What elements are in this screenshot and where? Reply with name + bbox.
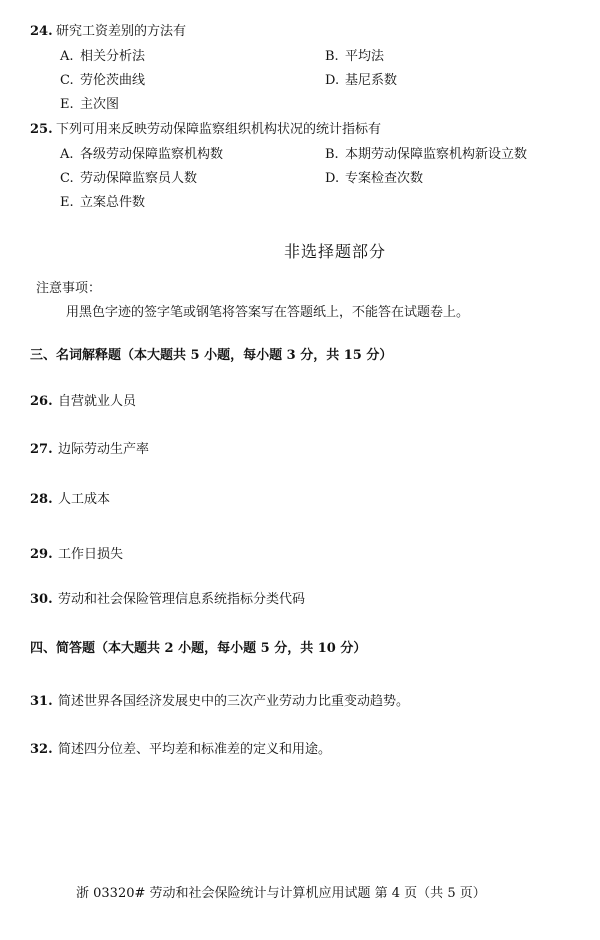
question-27-text: 边际劳动生产率 — [58, 442, 150, 457]
option-letter: B. — [325, 147, 339, 162]
question-30-number: 30. — [30, 592, 53, 607]
question-31-text: 简述世界各国经济发展史中的三次产业劳动力比重变动趋势。 — [58, 694, 410, 709]
question-25-option-e — [60, 195, 145, 211]
option-letter: C. — [60, 73, 74, 88]
section-4-title: 四、简答题（本大题共 2 小题，每小题 5 分，共 10 分） — [30, 641, 367, 656]
question-29-text: 工作日损失 — [58, 547, 124, 562]
option-letter: E. — [60, 195, 74, 210]
page-footer: 浙 03320# 劳动和社会保险统计与计算机应用试题 第 4 页（共 5 页） — [76, 886, 486, 901]
option-text: 相关分析法 — [80, 49, 146, 64]
question-25-option-c — [60, 171, 197, 187]
question-25-stem: 下列可用来反映劳动保障监察组织机构状况的统计指标有 — [56, 122, 382, 137]
question-25-option-a — [60, 147, 223, 163]
option-text: 劳动保障监察员人数 — [80, 171, 198, 186]
question-24-stem: 研究工资差别的方法有 — [56, 24, 187, 39]
question-24-option-c — [60, 73, 145, 89]
option-letter: B. — [325, 49, 339, 64]
question-27-number: 27. — [30, 442, 53, 457]
question-25-option-d — [325, 171, 423, 187]
question-32-text: 简述四分位差、平均差和标准差的定义和用途。 — [58, 742, 332, 757]
question-26-number: 26. — [30, 394, 53, 409]
option-letter: A. — [60, 147, 74, 162]
question-32-number: 32. — [30, 742, 53, 757]
part-title: 非选择题部分 — [284, 242, 387, 261]
question-25-number: 25. — [30, 122, 53, 137]
option-text: 专案检查次数 — [345, 171, 424, 186]
option-text: 各级劳动保障监察机构数 — [80, 147, 224, 162]
question-31-number: 31. — [30, 694, 53, 709]
notice-label: 注意事项： — [36, 281, 102, 296]
question-24-number: 24. — [30, 24, 53, 39]
option-letter: D. — [325, 171, 340, 186]
notice-text: 用黑色字迹的签字笔或钢笔将答案写在答题纸上，不能答在试题卷上。 — [66, 305, 470, 320]
question-26-text: 自营就业人员 — [58, 394, 137, 409]
option-text: 本期劳动保障监察机构新设立数 — [345, 147, 528, 162]
question-24-option-a — [60, 49, 145, 65]
question-30-text: 劳动和社会保险管理信息系统指标分类代码 — [58, 592, 306, 607]
question-24-option-d — [325, 73, 397, 89]
option-text: 平均法 — [345, 49, 385, 64]
option-letter: D. — [325, 73, 340, 88]
option-text: 劳伦茨曲线 — [80, 73, 146, 88]
section-3-title: 三、名词解释题（本大题共 5 小题，每小题 3 分，共 15 分） — [30, 348, 393, 363]
option-text: 基尼系数 — [345, 73, 398, 88]
question-24-option-e — [60, 97, 119, 113]
option-text: 主次图 — [80, 97, 120, 112]
option-letter: E. — [60, 97, 74, 112]
option-letter: A. — [60, 49, 74, 64]
question-29-number: 29. — [30, 547, 53, 562]
question-28-number: 28. — [30, 492, 53, 507]
option-text: 立案总件数 — [80, 195, 146, 210]
question-24-option-b — [325, 49, 384, 65]
option-letter: C. — [60, 171, 74, 186]
question-28-text: 人工成本 — [58, 492, 111, 507]
question-25-option-b — [325, 147, 527, 163]
